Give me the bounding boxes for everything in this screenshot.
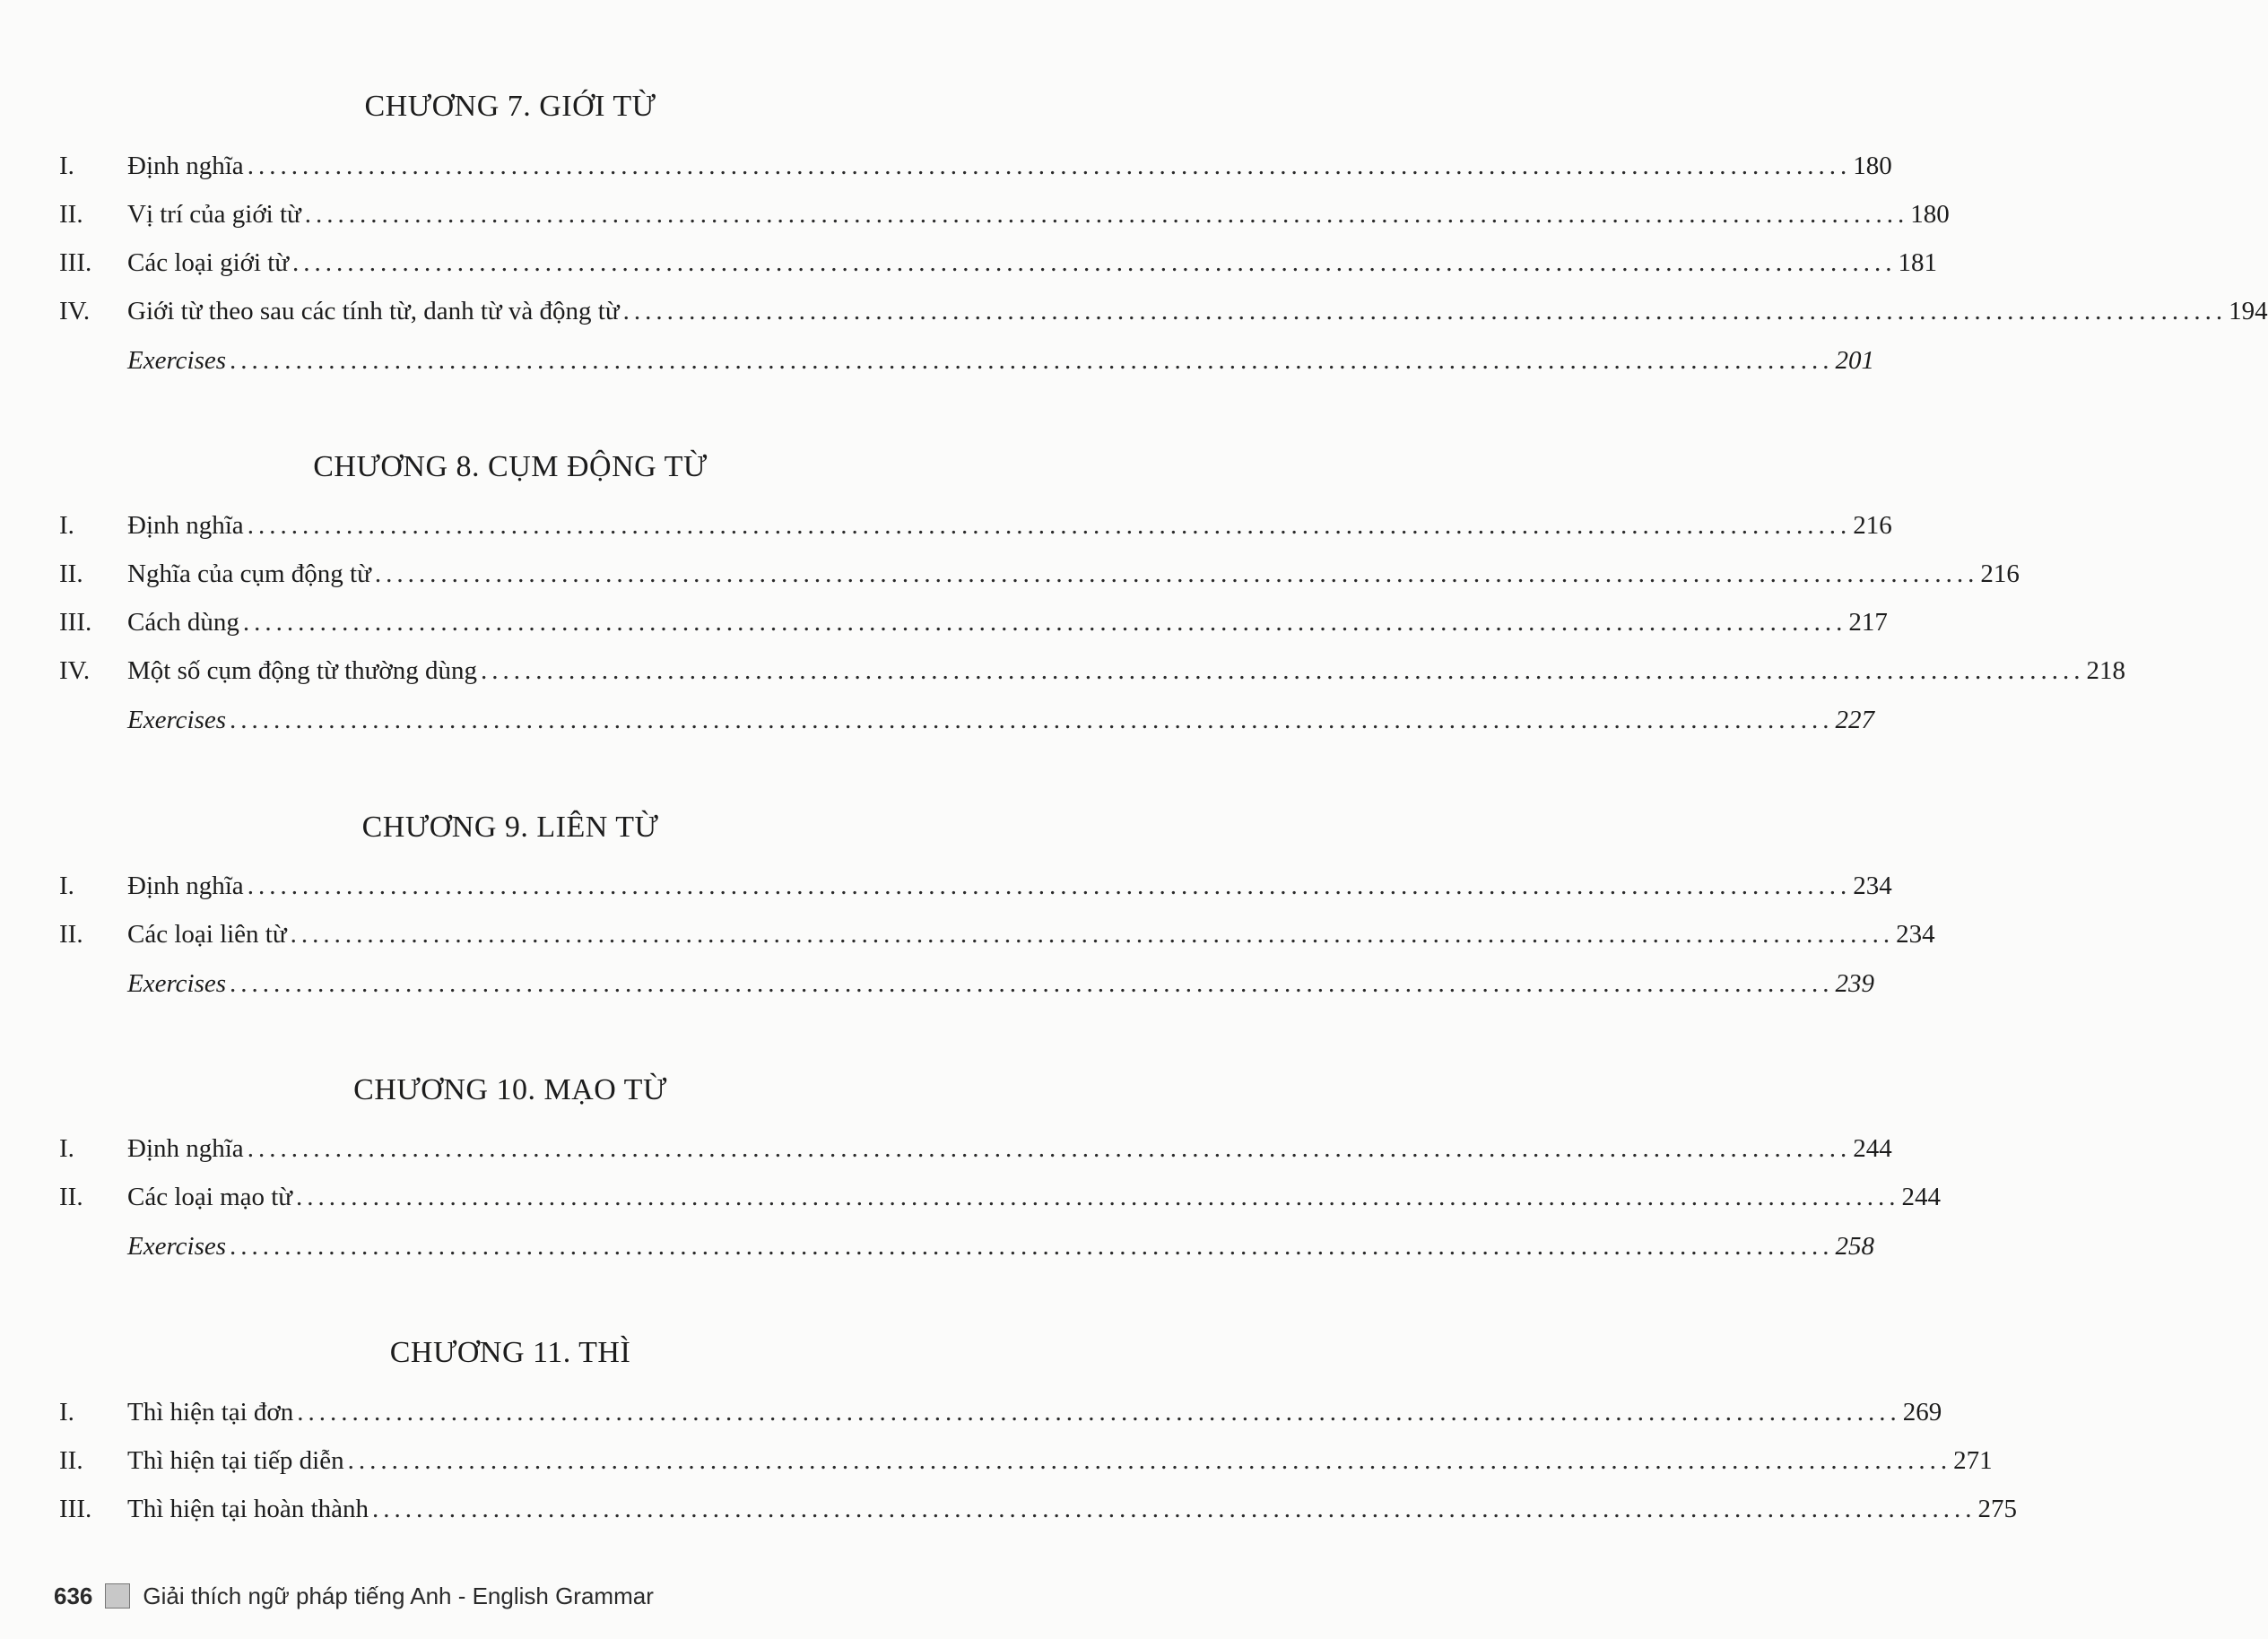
item-number: I. bbox=[59, 1134, 74, 1163]
toc-item bbox=[59, 1490, 2017, 1528]
toc-item bbox=[59, 147, 1892, 185]
item-label: Thì hiện tại đơn bbox=[127, 1398, 294, 1427]
dot-leader: .................................................................................................................................................. bbox=[297, 1398, 1901, 1427]
item-label: Các loại liên từ bbox=[127, 920, 287, 949]
toc-item bbox=[59, 652, 2125, 689]
toc-item bbox=[59, 1130, 1892, 1167]
dot-leader: .................................................................................................................................................. bbox=[242, 608, 1847, 637]
item-number: II. bbox=[59, 559, 83, 588]
item-page: 180 bbox=[1853, 152, 1892, 180]
item-label: Định nghĩa bbox=[127, 152, 244, 180]
item-label: Thì hiện tại hoàn thành bbox=[127, 1495, 369, 1523]
item-number: II. bbox=[59, 1183, 83, 1211]
item-label: Nghĩa của cụm động từ bbox=[127, 559, 371, 588]
footer-page-number: 636 bbox=[54, 1582, 93, 1609]
item-label: Định nghĩa bbox=[127, 1134, 244, 1163]
item-label: Exercises bbox=[127, 346, 227, 375]
item-label: Định nghĩa bbox=[127, 511, 244, 540]
toc-item bbox=[59, 507, 1892, 544]
dot-leader: .................................................................................................................................................. bbox=[304, 200, 1909, 229]
dot-leader: .................................................................................................................................................. bbox=[374, 559, 1979, 588]
chapter-title: CHƯƠNG 11. THÌ bbox=[389, 1336, 631, 1369]
item-number: III. bbox=[59, 248, 92, 277]
dot-leader: .................................................................................................................................................. bbox=[622, 297, 2228, 325]
toc-item bbox=[59, 555, 2020, 593]
toc-item bbox=[59, 1442, 1993, 1479]
toc-item-exercises bbox=[59, 1227, 1875, 1265]
item-number: III. bbox=[59, 608, 92, 637]
chapter-title: CHƯƠNG 7. GIỚI TỪ bbox=[364, 90, 656, 123]
item-page: 227 bbox=[1835, 706, 1875, 734]
square-icon bbox=[105, 1583, 130, 1609]
dot-leader: .................................................................................................................................................. bbox=[230, 969, 1834, 998]
item-number: I. bbox=[59, 872, 74, 900]
dot-leader: .................................................................................................................................................. bbox=[292, 248, 1897, 277]
item-label: Các loại giới từ bbox=[127, 248, 290, 277]
chapter-title: CHƯƠNG 10. MẠO TỪ bbox=[353, 1073, 667, 1106]
item-label: Các loại mạo từ bbox=[127, 1183, 293, 1211]
item-page: 216 bbox=[1980, 559, 2020, 588]
item-page: 244 bbox=[1901, 1183, 1942, 1211]
dot-leader: .................................................................................................................................................. bbox=[247, 511, 1852, 540]
item-number: II. bbox=[59, 1446, 83, 1475]
item-number: IV. bbox=[59, 297, 91, 325]
dot-leader: .................................................................................................................................................. bbox=[296, 1183, 1900, 1211]
dot-leader: .................................................................................................................................................. bbox=[347, 1446, 1952, 1475]
item-page: 244 bbox=[1853, 1134, 1892, 1163]
item-page: 217 bbox=[1848, 608, 1888, 637]
item-number: IV. bbox=[59, 656, 91, 685]
item-label: Exercises bbox=[127, 1232, 227, 1261]
item-page: 234 bbox=[1896, 920, 1935, 949]
item-label: Thì hiện tại tiếp diễn bbox=[127, 1446, 344, 1475]
item-page: 258 bbox=[1835, 1232, 1875, 1261]
item-label: Cách dùng bbox=[127, 608, 239, 637]
item-page: 234 bbox=[1853, 872, 1892, 900]
item-page: 181 bbox=[1898, 248, 1938, 277]
toc-item bbox=[59, 195, 1950, 233]
item-label: Vị trí của giới từ bbox=[127, 200, 301, 229]
item-number: I. bbox=[59, 1398, 74, 1427]
toc-item bbox=[59, 867, 1892, 905]
item-page: 239 bbox=[1835, 969, 1875, 998]
dot-leader: .................................................................................................................................................. bbox=[230, 1232, 1834, 1261]
item-label: Định nghĩa bbox=[127, 872, 244, 900]
toc-item-exercises bbox=[59, 701, 1875, 739]
chapter-title: CHƯƠNG 9. LIÊN TỪ bbox=[361, 811, 659, 844]
toc-item-exercises bbox=[59, 342, 1875, 379]
item-page: 271 bbox=[1953, 1446, 1993, 1475]
footer-book-title: Giải thích ngữ pháp tiếng Anh - English Grammar bbox=[143, 1582, 654, 1609]
dot-leader: .................................................................................................................................................. bbox=[372, 1495, 1977, 1523]
item-number: II. bbox=[59, 200, 83, 229]
item-page: 180 bbox=[1910, 200, 1950, 229]
chapter-title: CHƯƠNG 8. CỤM ĐỘNG TỪ bbox=[313, 450, 708, 483]
dot-leader: .................................................................................................................................................. bbox=[230, 706, 1834, 734]
toc-item-exercises bbox=[59, 965, 1875, 1002]
item-label: Exercises bbox=[127, 706, 227, 734]
item-page: 275 bbox=[1977, 1495, 2017, 1523]
dot-leader: .................................................................................................................................................. bbox=[230, 346, 1834, 375]
item-number: I. bbox=[59, 152, 74, 180]
toc-item bbox=[59, 1393, 1942, 1431]
toc-item bbox=[59, 292, 2268, 330]
item-number: III. bbox=[59, 1495, 92, 1523]
toc-item bbox=[59, 915, 1935, 953]
item-number: I. bbox=[59, 511, 74, 540]
item-number: II. bbox=[59, 920, 83, 949]
page-footer bbox=[54, 1578, 654, 1614]
item-label: Exercises bbox=[127, 969, 227, 998]
item-page: 216 bbox=[1853, 511, 1892, 540]
item-page: 201 bbox=[1835, 346, 1875, 375]
item-page: 194 bbox=[2229, 297, 2268, 325]
item-label: Một số cụm động từ thường dùng bbox=[127, 656, 477, 685]
toc-item bbox=[59, 244, 1938, 282]
dot-leader: .................................................................................................................................................. bbox=[480, 656, 2085, 685]
item-page: 218 bbox=[2086, 656, 2125, 685]
dot-leader: .................................................................................................................................................. bbox=[290, 920, 1895, 949]
item-page: 269 bbox=[1902, 1398, 1942, 1427]
dot-leader: .................................................................................................................................................. bbox=[247, 1134, 1852, 1163]
item-label: Giới từ theo sau các tính từ, danh từ và động từ bbox=[127, 297, 620, 325]
toc-item bbox=[59, 1178, 1942, 1216]
toc-item bbox=[59, 603, 1888, 641]
dot-leader: .................................................................................................................................................. bbox=[247, 152, 1852, 180]
dot-leader: .................................................................................................................................................. bbox=[247, 872, 1852, 900]
